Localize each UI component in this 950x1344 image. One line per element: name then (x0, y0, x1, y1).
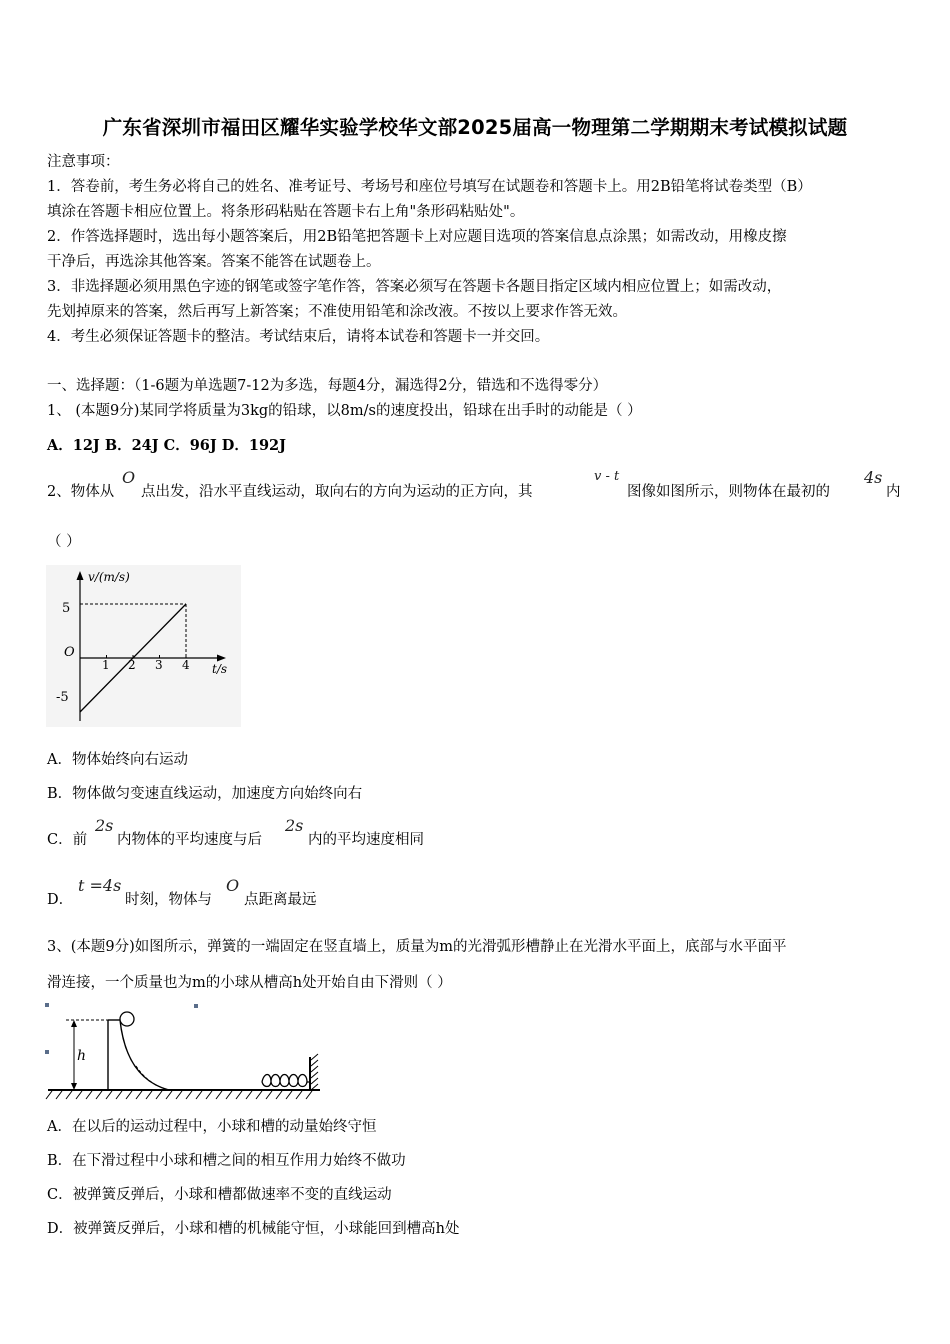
ball-icon (120, 1012, 134, 1026)
question-2-option-b: B．物体做匀变速直线运动，加速度方向始终向右 (47, 786, 363, 802)
notice-line: 3．非选择题必须用黑色字迹的钢笔或签字笔作答，答案必须写在答题卡各题目指定区域内相应位置上；如需改动， (47, 279, 782, 295)
spring-icon (262, 1075, 310, 1083)
question-2-option-c-b: 内物体的平均速度与后 (117, 832, 262, 848)
symbol-o: O (122, 468, 136, 487)
question-2-option-d-b: 时刻，物体与 (125, 892, 212, 908)
height-label: h (77, 1048, 87, 1064)
question-3-option-d: D．被弹簧反弹后，小球和槽的机械能守恒，小球能回到槽高h处 (47, 1221, 460, 1237)
question-2-stem-d: 内 (886, 484, 901, 500)
graph-background (46, 565, 241, 727)
question-2-option-d-a: D． (47, 892, 74, 908)
question-2-paren: （ ） (47, 534, 81, 550)
height-arrow-up-icon (71, 1020, 77, 1027)
question-3-option-b: B．在下滑过程中小球和槽之间的相互作用力始终不做功 (47, 1153, 406, 1169)
section-heading: 一、选择题：（1-6题为单选题7-12为多选，每题4分，漏选得2分，错选和不选得零分） (47, 378, 608, 394)
vt-graph (46, 565, 241, 727)
notice-line: 干净后，再选涂其他答案。答案不能答在试题卷上。 (47, 254, 381, 270)
notice-line: 4．考生必须保证答题卡的整洁。考试结束后，请将本试卷和答题卡一并交回。 (47, 329, 550, 345)
question-3-stem-1: 3、(本题9分)如图所示，弹簧的一端固定在竖直墙上，质量为m的光滑弧形槽静止在光滑水平面上，底部与水平面平 (47, 939, 787, 955)
x-axis-label: t/s (212, 662, 228, 676)
symbol-vt: v - t (594, 469, 620, 484)
question-1-options: A．12J B．24J C．96J D．192J (47, 437, 287, 454)
symbol-4s: 4s (864, 468, 883, 487)
ground-hatching (46, 1091, 312, 1099)
symbol-2s: 2s (95, 816, 114, 835)
x-tick-label: 2 (128, 658, 136, 672)
slope-curve (120, 1020, 169, 1090)
question-3-option-c: C．被弹簧反弹后，小球和槽都做速率不变的直线运动 (47, 1187, 392, 1203)
notice-line: 填涂在答题卡相应位置上。将条形码粘贴在答题卡右上角"条形码粘贴处"。 (47, 204, 525, 220)
ball-path (136, 1066, 169, 1090)
symbol-t4s: t =4s (78, 876, 122, 895)
origin-label: O (64, 645, 75, 660)
y-axis-label: v/(m/s) (88, 570, 130, 584)
corner-mark (45, 1050, 49, 1054)
wall-hatching (311, 1054, 318, 1090)
height-arrow-down-icon (71, 1083, 77, 1090)
y-tick-label: 5 (62, 601, 71, 616)
y-tick-label: -5 (56, 690, 69, 705)
x-tick-label: 1 (102, 658, 110, 672)
x-tick-label: 4 (182, 658, 190, 672)
page-title: 广东省深圳市福田区耀华实验学校华文部2025届高一物理第二学期期末考试模拟试题 (102, 116, 848, 139)
question-2-stem-a: 2、物体从 (47, 484, 115, 500)
question-2-option-c-c: 内的平均速度相同 (308, 832, 424, 848)
notice-heading: 注意事项： (47, 154, 120, 170)
question-1-stem: 1、 (本题9分)某同学将质量为3kg的铅球，以8m/s的速度投出，铅球在出手时的动能是（ ） (47, 403, 642, 419)
question-2-stem-c: 图像如图所示，则物体在最初的 (627, 484, 830, 500)
symbol-o: O (226, 876, 240, 895)
notice-line: 2．作答选择题时，选出每小题答案后，用2B铅笔把答题卡上对应题目选项的答案信息点涂黑；如需改动，用橡皮擦 (47, 229, 787, 245)
question-3-stem-2: 滑连接，一个质量也为m的小球从槽高h处开始自由下滑则（ ） (47, 975, 452, 991)
symbol-2s: 2s (285, 816, 304, 835)
question-2-option-d-c: 点距离最远 (244, 892, 317, 908)
slope-spring-figure (44, 1002, 326, 1102)
notice-line: 先划掉原来的答案，然后再写上新答案；不准使用铅笔和涂改液。不按以上要求作答无效。 (47, 304, 627, 320)
question-2-option-c-a: C．前 (47, 832, 88, 848)
notice-line: 1．答卷前，考生务必将自己的姓名、准考证号、考场号和座位号填写在试题卷和答题卡上。用2B铅笔将试卷类型（B） (47, 179, 812, 195)
question-3-option-a: A．在以后的运动过程中，小球和槽的动量始终守恒 (47, 1119, 377, 1135)
spring-coils (262, 1082, 307, 1087)
question-2-stem-b: 点出发，沿水平直线运动，取向右的方向为运动的正方向，其 (141, 484, 533, 500)
corner-mark (45, 1003, 49, 1007)
x-tick-label: 3 (155, 658, 163, 672)
question-2-option-a: A．物体始终向右运动 (47, 752, 188, 768)
corner-mark (194, 1004, 198, 1008)
